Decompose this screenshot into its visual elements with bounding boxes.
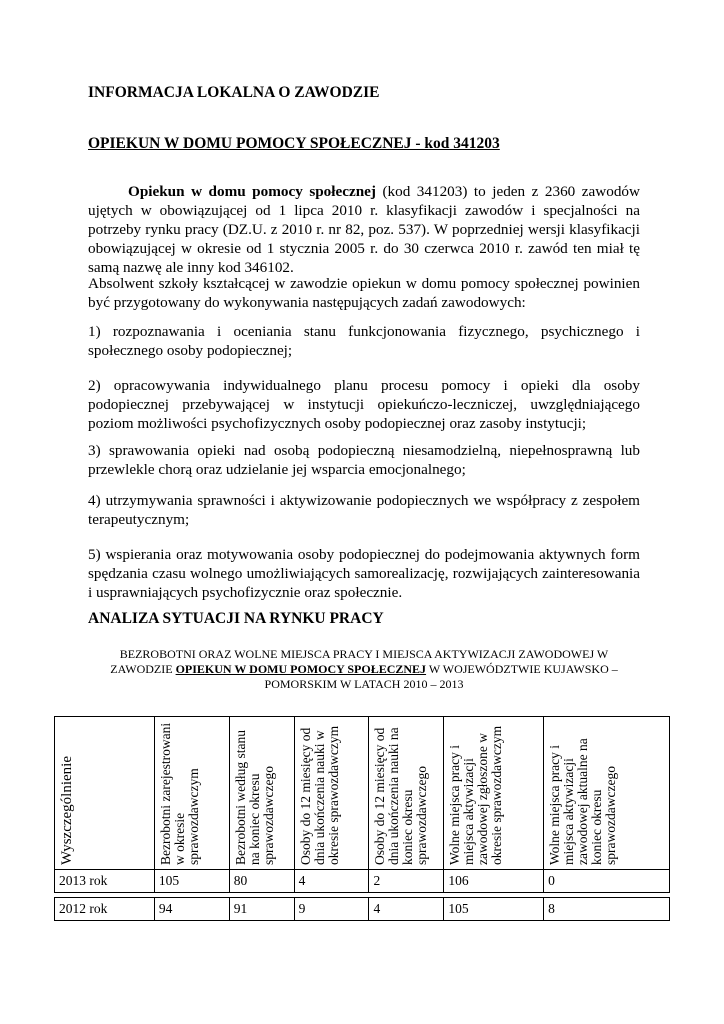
- task-item-2: 2) opracowywania indywidualnego planu procesu pomocy i opieki dla osoby podopiecznej przebywającej w instytucji opiekuńczo-leczniczej, uwzględniającego poziom możliwości psychofizycznych osoby podopiecznej oraz zasoby instytucji;: [88, 377, 640, 432]
- table-cell: 106: [444, 870, 544, 893]
- task-item-3: 3) sprawowania opieki nad osobą podopieczną niesamodzielną, niepełnosprawną lub przewlekle chorą oraz udzielanie jej wsparcia emocjonalnego;: [88, 442, 640, 478]
- page-title: INFORMACJA LOKALNA O ZAWODZIE: [88, 84, 380, 101]
- table-row: [55, 870, 670, 893]
- table-cell: 80: [229, 870, 294, 893]
- header-label: Wolne miejsca pracy i miejsca aktywizacji zawodowej zgłoszone w okresie sprawozdawczym: [447, 725, 505, 865]
- table-cell: 8: [544, 898, 670, 921]
- header-cell: [55, 717, 155, 870]
- table-caption: [88, 647, 640, 692]
- header-cell: [544, 717, 670, 870]
- intro-rest: (kod 341203) to jeden z 2360 zawodów ujętych w obowiązującej od 1 lipca 2010 r. klasyfikacji zawodów i specjalności na potrzeby rynku pracy (DZ.U. z 2010 r. nr 82, poz. 537). W poprzedniej wersji klasyfikacji obowiązującej w okresie od 1 stycznia 2005 r. do 30 czerwca 2010 r. zawód ten miał tę samą nazwę ale inny kod 346102.: [88, 183, 640, 276]
- analysis-heading: ANALIZA SYTUACJI NA RYNKU PRACY: [88, 610, 384, 627]
- table-cell: 2012 rok: [55, 898, 155, 921]
- table-cell: 4: [294, 870, 369, 893]
- table-cell: 105: [154, 870, 229, 893]
- intro-bold-lead: Opiekun w domu pomocy społecznej: [128, 183, 376, 200]
- header-cell: [229, 717, 294, 870]
- header-label: Osoby do 12 miesięcy od dnia ukończenia nauki na koniec okresu sprawozdawczego: [372, 727, 430, 865]
- table-cell: 9: [294, 898, 369, 921]
- header-cell: [444, 717, 544, 870]
- caption-part-2: W WOJEWÓDZTWIE KUJAWSKO – POMORSKIM W LATACH 2010 – 2013: [264, 662, 618, 691]
- header-label: Wyszczególnienie: [59, 755, 75, 865]
- task-item-4: 4) utrzymywania sprawności i aktywizowanie podopiecznych we współpracy z zespołem terapeutycznym;: [88, 492, 640, 528]
- table-cell: 91: [229, 898, 294, 921]
- intro-paragraph: [88, 182, 640, 277]
- labour-market-table: [54, 716, 670, 921]
- table-cell: 105: [444, 898, 544, 921]
- table-row: [55, 898, 670, 921]
- table-header-row: [55, 717, 670, 870]
- graduate-paragraph: Absolwent szkoły kształcącej w zawodzie opiekun w domu pomocy społecznej powinien być przygotowany do wykonywania następujących zadań zawodowych:: [88, 275, 640, 311]
- table-cell: 2: [369, 870, 444, 893]
- header-cell: [369, 717, 444, 870]
- caption-part-1: BEZROBOTNI ORAZ WOLNE MIEJSCA PRACY I MIEJSCA AKTYWIZACJI ZAWODOWEJ W ZAWODZIE: [110, 647, 609, 676]
- table-cell: 2013 rok: [55, 870, 155, 893]
- task-item-1: 1) rozpoznawania i oceniania stanu funkcjonowania fizycznego, psychicznego i społecznego osoby podopiecznej;: [88, 323, 640, 359]
- header-label: Bezrobotni według stanu na koniec okresu sprawozdawczego: [232, 730, 276, 865]
- header-label: Wolne miejsca pracy i miejsca aktywizacji zawodowej aktualne na koniec okresu sprawozdawczego: [547, 738, 619, 865]
- header-label: Bezrobotni zarejestrowani w okresie sprawozdawczym: [157, 722, 201, 865]
- task-item-5: 5) wspierania oraz motywowania osoby podopiecznej do podejmowania aktywnych form spędzania czasu wolnego umożliwiających samorealizację, rozwijających zainteresowania i usprawniających psychofizycznie oraz społecznie.: [88, 546, 640, 601]
- table-cell: 94: [154, 898, 229, 921]
- header-label: Osoby do 12 miesięcy od dnia ukończenia nauki w okresie sprawozdawczym: [297, 725, 341, 865]
- occupation-heading: OPIEKUN W DOMU POMOCY SPOŁECZNEJ - kod 341203: [88, 135, 500, 152]
- caption-occupation: OPIEKUN W DOMU POMOCY SPOŁECZNEJ: [175, 662, 427, 676]
- table-cell: 0: [544, 870, 670, 893]
- header-cell: [294, 717, 369, 870]
- table-cell: 4: [369, 898, 444, 921]
- header-cell: [154, 717, 229, 870]
